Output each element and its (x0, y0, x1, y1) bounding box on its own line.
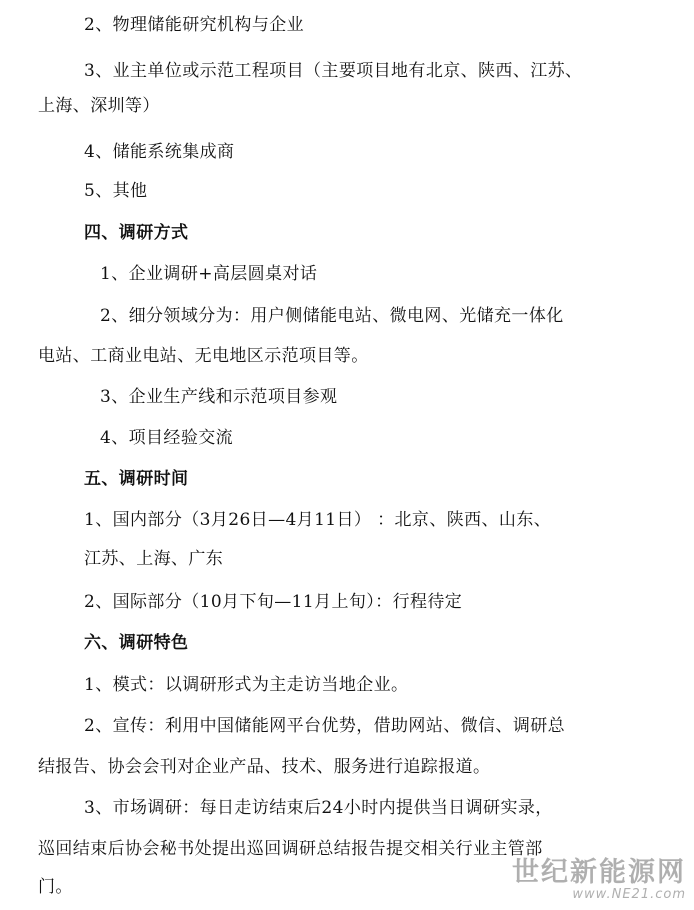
watermark-url: www.NE21.com (572, 887, 686, 902)
feature-item-market: 3、市场调研：每日走访结束后24小时内提供当日调研实录， (84, 798, 553, 818)
section-heading-features: 六、调研特色 (84, 633, 189, 653)
method-item-3: 3、企业生产线和示范项目参观 (100, 387, 338, 407)
method-item-2-cont: 电站、工商业电站、无电地区示范项目等。 (38, 346, 369, 366)
feature-item-mode: 1、模式：以调研形式为主走访当地企业。 (84, 675, 409, 695)
section-heading-methods: 四、调研方式 (84, 223, 189, 243)
section-heading-time: 五、调研时间 (84, 469, 189, 489)
time-item-domestic: 1、国内部分（3月26日—4月11日） ：北京、陕西、山东、 (84, 510, 552, 530)
feature-item-market-end: 门。 (38, 877, 73, 897)
method-item-1: 1、企业调研+高层圆桌对话 (100, 264, 318, 284)
site-watermark (512, 858, 686, 902)
feature-item-publicity: 2、宣传：利用中国储能网平台优势，借助网站、微信、调研总 (84, 716, 566, 736)
list-item-research-institutes: 2、物理储能研究机构与企业 (84, 15, 305, 35)
time-item-international: 2、国际部分（10月下旬—11月上旬）：行程待定 (84, 592, 463, 612)
method-item-2: 2、细分领域分为：用户侧储能电站、微电网、光储充一体化 (100, 306, 564, 326)
list-item-others: 5、其他 (84, 181, 148, 201)
feature-item-market-cont: 巡回结束后协会秘书处提出巡回调研总结报告提交相关行业主管部 (38, 839, 543, 859)
time-item-domestic-cont: 江苏、上海、广东 (84, 549, 224, 569)
list-item-demo-projects: 3、业主单位或示范工程项目（主要项目地有北京、陕西、江苏、 (84, 61, 583, 81)
list-item-demo-projects-cont: 上海、深圳等） (38, 96, 160, 116)
list-item-system-integrators: 4、储能系统集成商 (84, 142, 235, 162)
method-item-4: 4、项目经验交流 (100, 428, 234, 448)
watermark-name: 世纪新能源网 (512, 857, 686, 888)
feature-item-publicity-cont: 结报告、协会会刊对企业产品、技术、服务进行追踪报道。 (38, 757, 491, 777)
